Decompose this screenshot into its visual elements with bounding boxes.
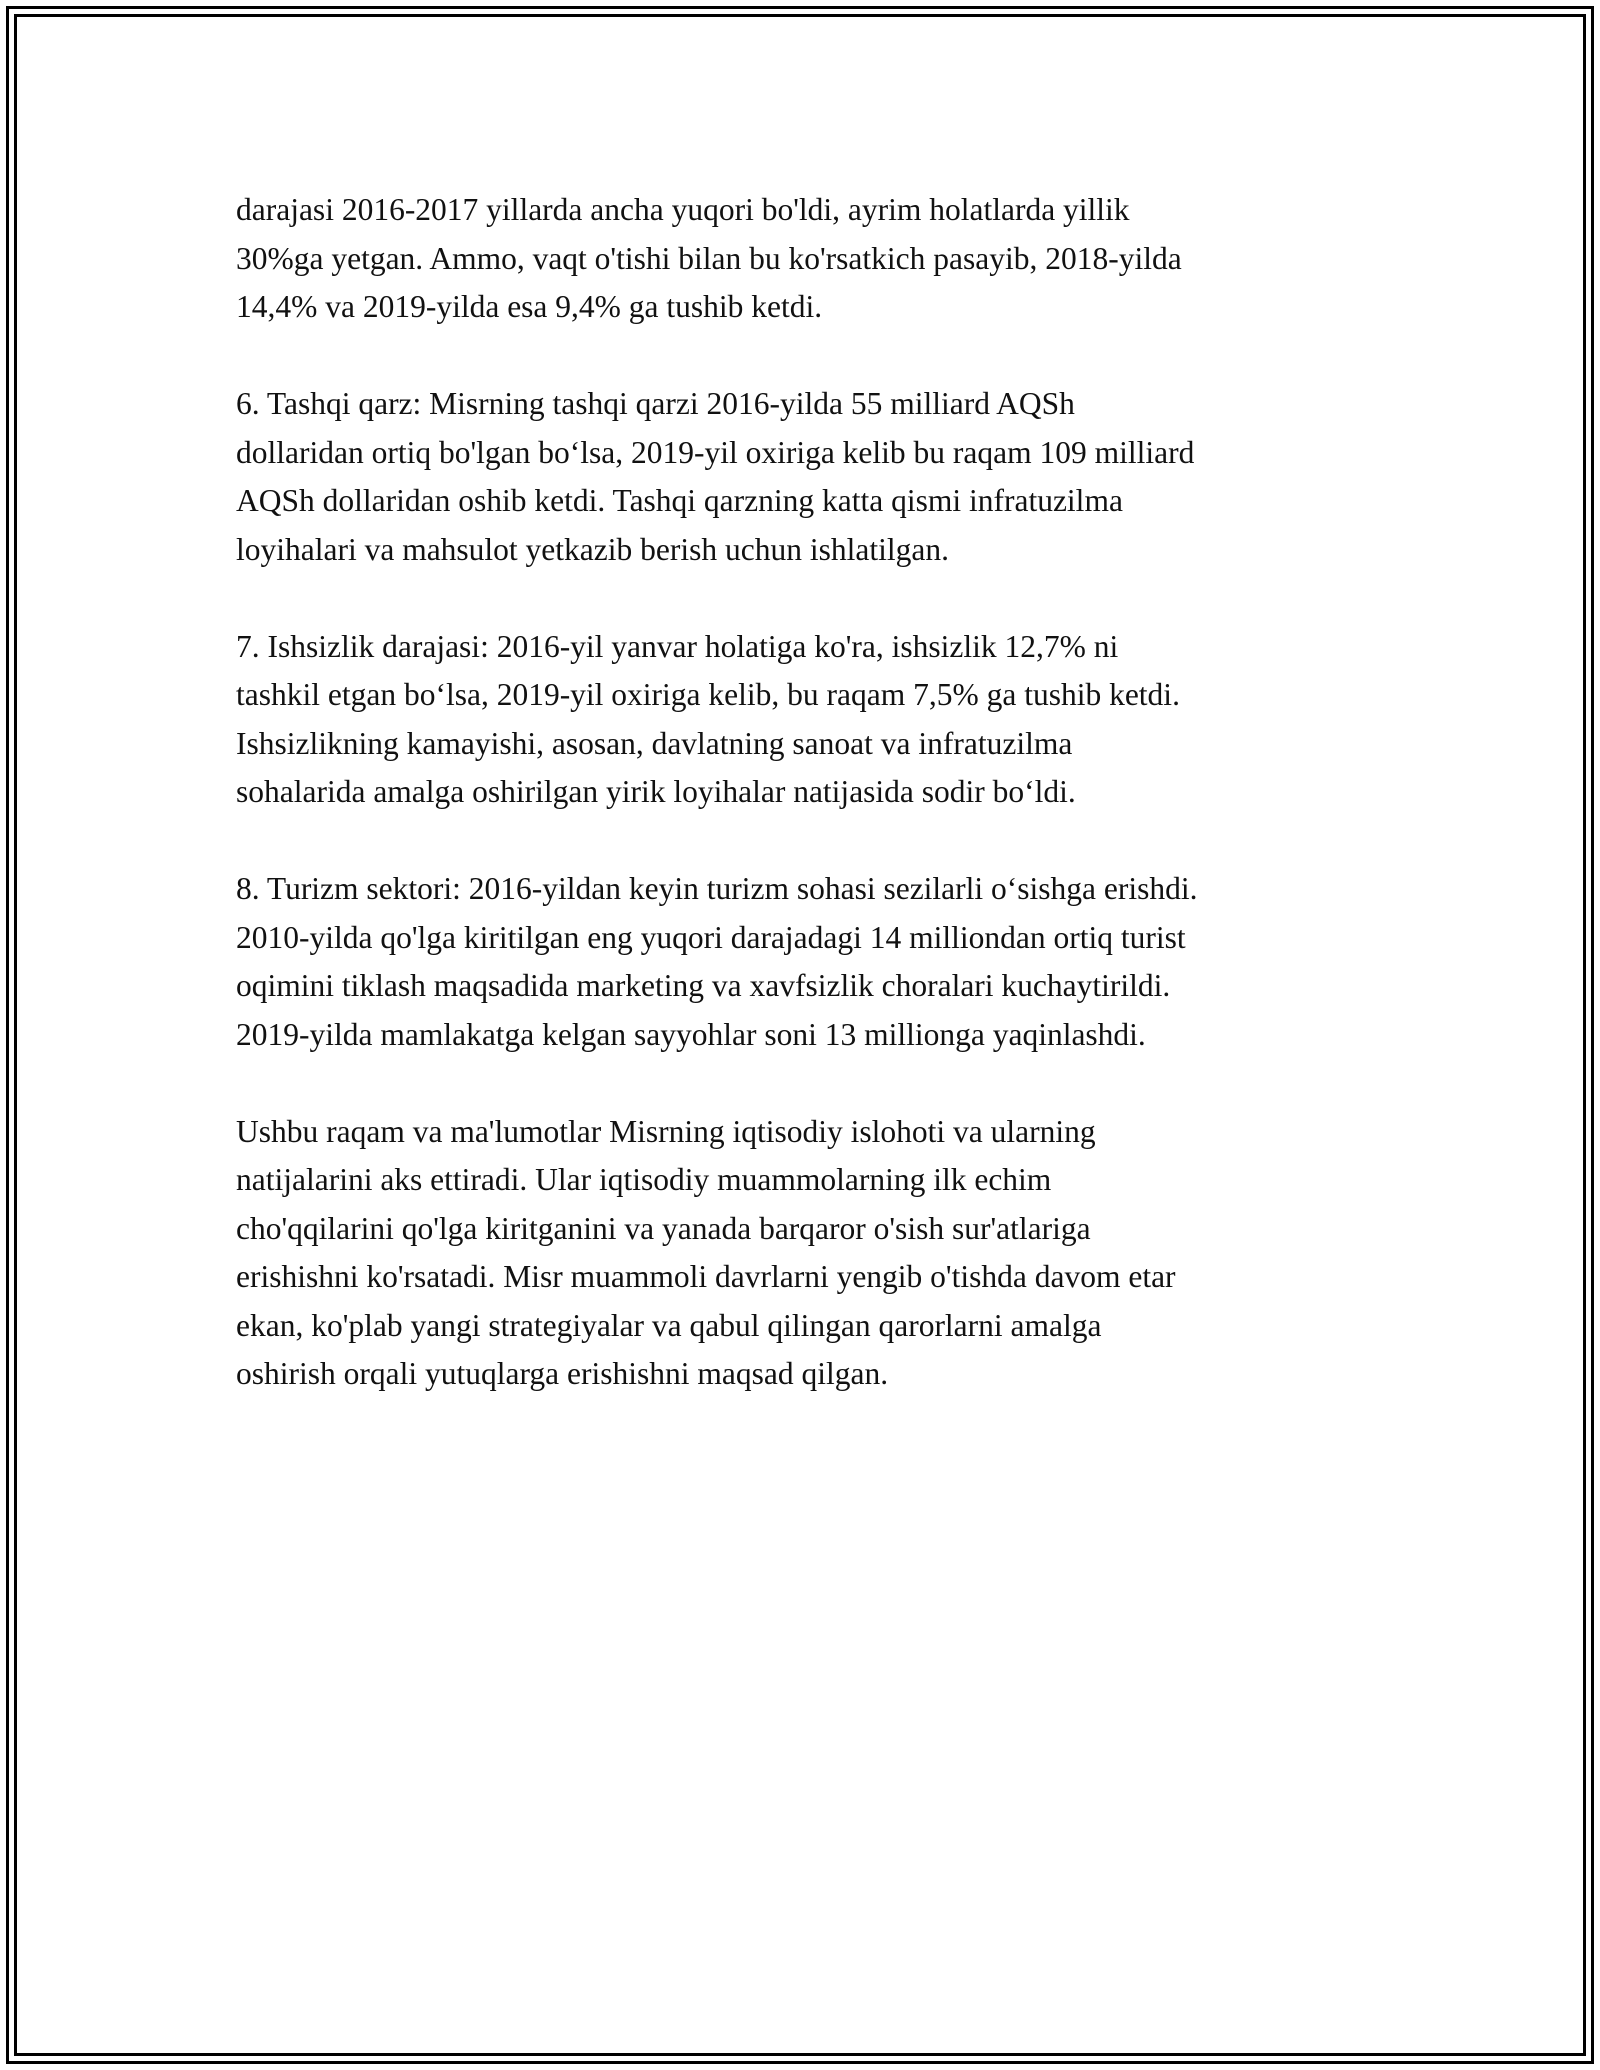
text-line: 8. Turizm sektori: 2016-yildan keyin turizm sohasi sezilarli o‘sishga erishdi. (236, 871, 1198, 906)
paragraph-conclusion (236, 1108, 1386, 1399)
paragraph-inflation-continued (236, 186, 1386, 332)
document-body (236, 186, 1386, 1447)
text-line: AQSh dollaridan oshib ketdi. Tashqi qarzning katta qismi infratuzilma (236, 483, 1123, 518)
text-line: Ishsizlikning kamayishi, asosan, davlatning sanoat va infratuzilma (236, 725, 1073, 761)
paragraph-tourism (236, 865, 1386, 1059)
text-line: erishishni ko'rsatadi. Misr muammoli davrlarni yengib o'tishda davom etar (236, 1259, 1176, 1294)
text-line: 14,4% va 2019-yilda esa 9,4% ga tushib ketdi. (236, 289, 823, 324)
text-line: natijalarini aks ettiradi. Ular iqtisodiy muammolarning ilk echim (236, 1162, 1052, 1197)
text-line: 2019-yilda mamlakatga kelgan sayyohlar soni 13 millionga yaqinlashdi. (236, 1016, 1146, 1052)
text-line: cho'qqilarini qo'lga kiritganini va yanada barqaror o'sish sur'atlariga (236, 1210, 1091, 1246)
text-line: Ushbu raqam va ma'lumotlar Misrning iqtisodiy islohoti va ularning (236, 1113, 1096, 1149)
text-line: tashkil etgan bo‘lsa, 2019-yil oxiriga kelib, bu raqam 7,5% ga tushib ketdi. (236, 677, 1180, 712)
paragraph-external-debt (236, 380, 1386, 574)
text-line: darajasi 2016-2017 yillarda ancha yuqori bo'ldi, ayrim holatlarda yillik (236, 192, 1130, 227)
text-line: oshirish orqali yutuqlarga erishishni maqsad qilgan. (236, 1356, 889, 1391)
text-line: 7. Ishsizlik darajasi: 2016-yil yanvar holatiga ko'ra, ishsizlik 12,7% ni (236, 628, 1119, 664)
text-line: loyihalari va mahsulot yetkazib berish uchun ishlatilgan. (236, 531, 949, 567)
text-line: sohalarida amalga oshirilgan yirik loyihalar natijasida sodir bo‘ldi. (236, 774, 1076, 809)
text-line: 6. Tashqi qarz: Misrning tashqi qarzi 2016-yilda 55 milliard AQSh (236, 386, 1075, 421)
paragraph-unemployment (236, 623, 1386, 817)
text-line: 2010-yilda qo'lga kiritilgan eng yuqori darajadagi 14 milliondan ortiq turist (236, 919, 1186, 955)
text-line: ekan, ko'plab yangi strategiyalar va qabul qilingan qarorlarni amalga (236, 1307, 1102, 1343)
text-line: 30%ga yetgan. Ammo, vaqt o'tishi bilan bu ko'rsatkich pasayib, 2018-yilda (236, 240, 1182, 276)
text-line: dollaridan ortiq bo'lgan bo‘lsa, 2019-yil oxiriga kelib bu raqam 109 milliard (236, 434, 1195, 470)
text-line: oqimini tiklash maqsadida marketing va xavfsizlik choralari kuchaytirildi. (236, 968, 1171, 1003)
